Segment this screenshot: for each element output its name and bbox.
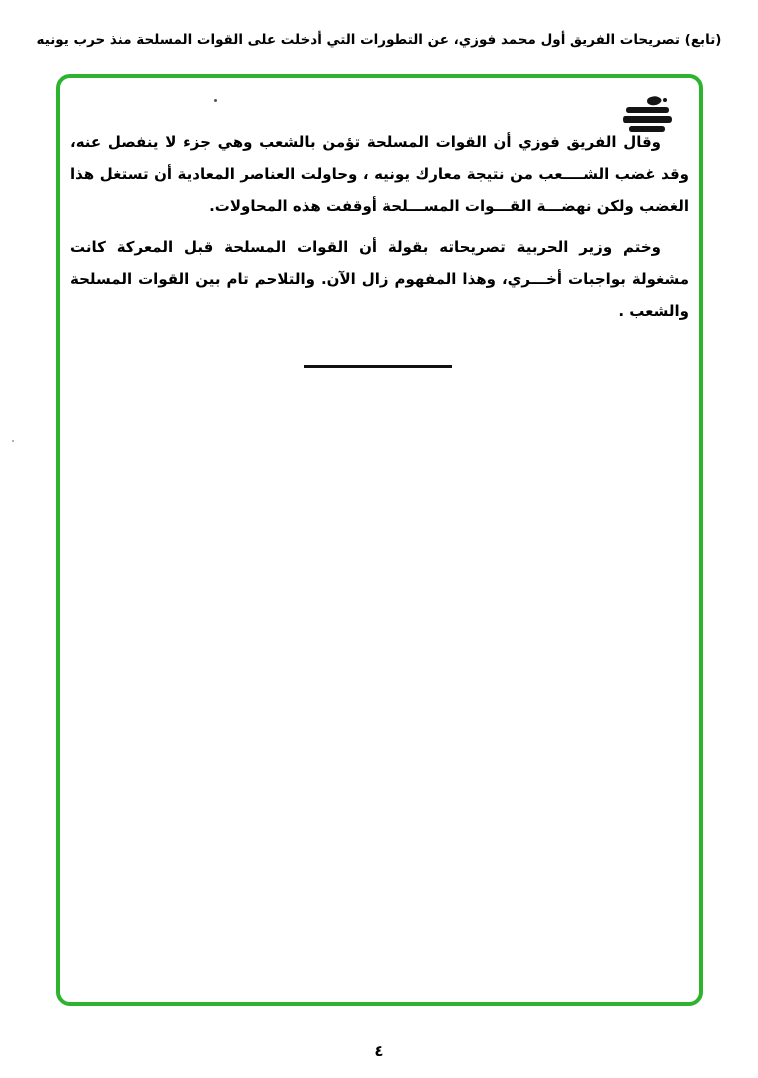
document-green-frame bbox=[56, 74, 703, 1006]
page-header-title: (تابع) تصريحات الفريق أول محمد فوزي، عن التطورات التي أدخلت على القوات المسلحة منذ حرب يونيه bbox=[36, 32, 722, 48]
page-number: ٤ bbox=[374, 1042, 384, 1060]
paragraph-2: وختم وزير الحربية تصريحاته بقولة أن القوات المسلحة قبل المعركة كانت مشغولة بواجبات أخـــري، وهذا المفهوم زال الآن. والتلاحم تام بين القوات المسلحة والشعب . bbox=[70, 238, 689, 320]
document-body-text bbox=[70, 126, 689, 336]
scan-artifact-dot bbox=[214, 99, 217, 102]
paragraph-1: وقال الفريق فوزي أن القوات المسلحة تؤمن بالشعب وهي جزء لا ينفصل عنه، وقد غضب الشــــعب من نتيجة معارك يونيه ، وحاولت العناصر المعادية أن تستغل هذا الغضب ولكن نهضـــة القـــوات المســـلحة أوقفت هذه المحاولات. bbox=[70, 133, 689, 215]
scan-artifact-dot bbox=[12, 440, 14, 442]
section-separator-line bbox=[304, 365, 452, 368]
